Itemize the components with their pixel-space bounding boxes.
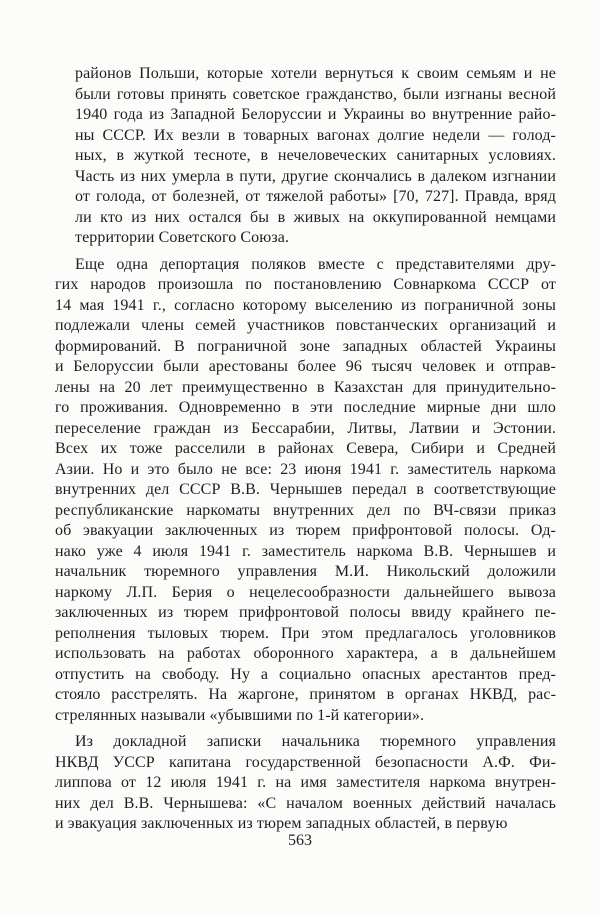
text-line: использовать на работах оборонного характера, а в дальнейшем — [55, 645, 556, 662]
text-line: начальник тюремного управления М.И. Никольский доложили — [55, 563, 556, 580]
page-number: 563 — [288, 832, 312, 849]
text-line: 1940 года из Западной Белоруссии и Украины во внутренние райо- — [75, 106, 556, 123]
text-line: ли кто из них остался бы в живых на оккупированной немцами — [75, 208, 556, 226]
page-content — [55, 64, 556, 841]
text-line: НКВД УССР капитана государственной безопасности А.Ф. Фи- — [55, 753, 556, 771]
paragraph — [55, 255, 556, 727]
text-line: Азии. Но и это было не все: 23 июня 1941 г. заместитель наркома — [55, 460, 556, 478]
text-line: переселение граждан из Бессарабии, Литвы, Латвии и Эстонии. — [55, 419, 556, 437]
text-line: нако уже 4 июля 1941 г. заместитель наркома В.В. Чернышев и — [55, 542, 556, 560]
quote-block — [55, 64, 556, 249]
text-line: районов Польши, которые хотели вернуться к своим семьям и не — [75, 65, 556, 82]
text-line: территории Советского Союза. — [75, 229, 290, 246]
text-line: об эвакуации заключенных из тюрем прифронтовой полосы. Од- — [55, 522, 556, 539]
text-line: и эвакуация заключенных из тюрем западных областей, в первую — [55, 815, 508, 832]
text-line: ных, в жуткой тесноте, в нечеловеческих санитарных условиях. — [75, 147, 556, 164]
text-line: стояло расстрелять. На жаргоне, принятом в органах НКВД, рас- — [55, 686, 556, 703]
text-line: них дел В.В. Чернышева: «С началом военных действий началась — [55, 794, 556, 812]
text-line: были готовы принять советское гражданство, были изгнаны весной — [75, 85, 556, 103]
text-line: и Белоруссии были арестованы более 96 тысяч человек и отправ- — [55, 358, 556, 375]
text-line: липпова от 12 июля 1941 г. на имя заместителя наркома внутрен- — [55, 774, 556, 791]
text-line: стрелянных называли «убывшими по 1-й категории». — [55, 706, 425, 724]
text-line: гих народов произошла по постановлению Совнаркома СССР от — [55, 276, 556, 293]
text-line: подлежали члены семей участников повстанческих организаций и — [55, 317, 556, 334]
text-line: отпустить на свободу. Ну а социально опасных арестантов пред- — [55, 665, 556, 683]
text-line: 14 мая 1941 г., согласно которому выселению из пограничной зоны — [55, 296, 556, 314]
text-line: наркому Л.П. Берия о нецелесообразности дальнейшего вывоза — [55, 583, 556, 601]
text-line: Из докладной записки начальника тюремного управления — [75, 733, 556, 750]
text-line: от голода, от болезней, от тяжелой работы» [70, 727]. Правда, вряд — [75, 188, 556, 205]
text-line: реполнения тыловых тюрем. При этом предлагалось уголовников — [55, 624, 556, 642]
text-line: внутренних дел СССР В.В. Чернышев передал в соответствующие — [55, 481, 556, 498]
text-line: заключенных из тюрем прифронтовой полосы ввиду крайнего пе- — [55, 604, 556, 621]
text-line: республиканские наркоматы внутренних дел по ВЧ-связи приказ — [55, 501, 556, 519]
paragraph — [55, 732, 556, 835]
text-line: го проживания. Одновременно в эти последние мирные дни шло — [55, 399, 556, 416]
text-line: формирований. В пограничной зоне западных областей Украины — [55, 337, 556, 355]
text-line: лены на 20 лет преимущественно в Казахстан для принудительно- — [55, 378, 556, 396]
text-line: Часть из них умерла в пути, другие скончались в далеком изгнании — [75, 167, 556, 185]
text-line: ны СССР. Их везли в товарных вагонах долгие недели — голод- — [75, 126, 556, 144]
text-line: Еще одна депортация поляков вместе с представителями дру- — [75, 255, 556, 273]
text-line: Всех их тоже расселили в районах Севера, Сибири и Средней — [55, 440, 556, 457]
